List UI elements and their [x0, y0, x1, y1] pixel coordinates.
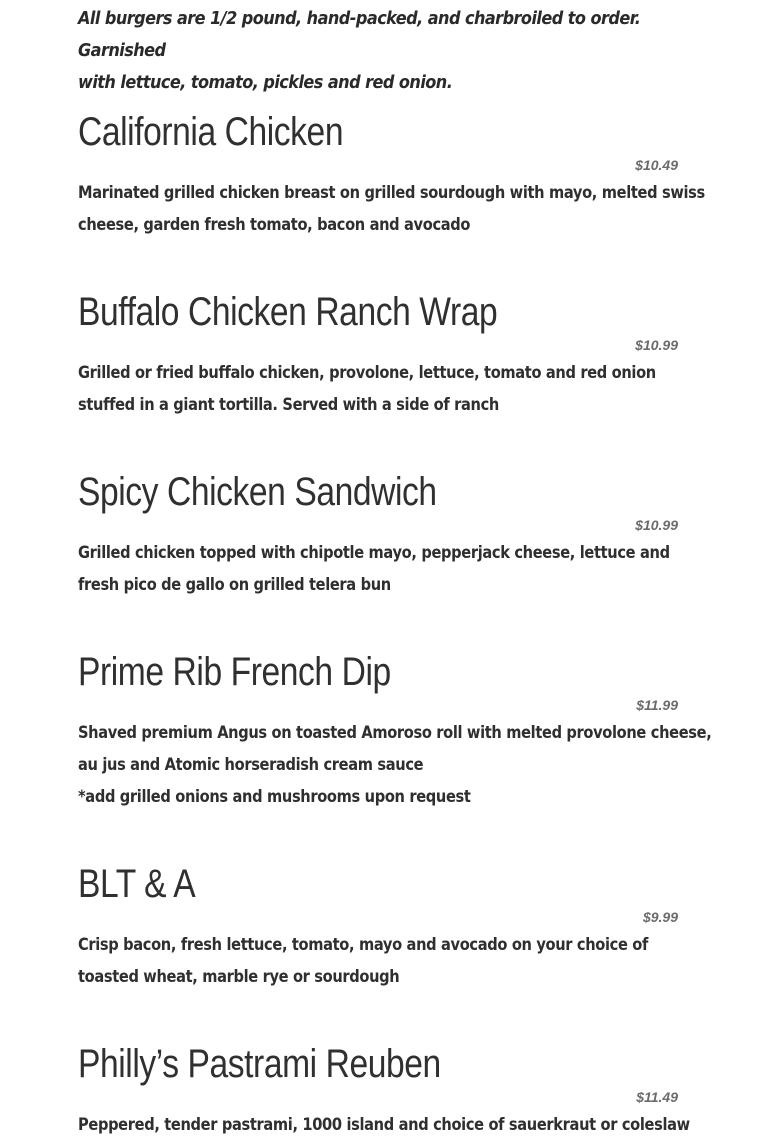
item-description-line: Crisp bacon, fresh lettuce, tomato, mayo and avocado on your choice of — [78, 935, 649, 955]
menu-intro-line: All burgers are 1/2 pound, hand-packed, and charbroiled to order. Garnished — [78, 9, 641, 61]
item-price: $10.99 — [635, 337, 678, 353]
item-name: California Chicken — [78, 110, 344, 154]
item-price: $11.49 — [636, 1089, 678, 1105]
item-price: $11.99 — [636, 697, 678, 713]
item-name: Philly’s Pastrami Reuben — [78, 1042, 441, 1086]
item-price: $10.49 — [635, 157, 678, 173]
item-price: $9.99 — [642, 909, 678, 925]
item-description-line: fresh pico de gallo on grilled telera bun — [78, 575, 391, 595]
item-description — [78, 357, 697, 421]
item-description — [78, 537, 697, 601]
item-description — [78, 929, 697, 993]
menu-intro — [78, 3, 648, 99]
item-name: Buffalo Chicken Ranch Wrap — [78, 290, 498, 334]
item-description-line: Peppered, tender pastrami, 1000 island and choice of sauerkraut or coleslaw — [78, 1115, 690, 1135]
item-description-line: Grilled chicken topped with chipotle mayo, pepperjack cheese, lettuce and — [78, 543, 670, 563]
menu-intro-line: with lettuce, tomato, pickles and red onion. — [78, 73, 453, 93]
item-description-line: Grilled or fried buffalo chicken, provolone, lettuce, tomato and red onion — [78, 363, 656, 383]
item-price: $10.99 — [635, 517, 678, 533]
item-description-note: *add grilled onions and mushrooms upon request — [78, 787, 471, 807]
item-description-line: Marinated grilled chicken breast on grilled sourdough with mayo, melted swiss — [78, 183, 705, 203]
item-description-line: au jus and Atomic horseradish cream sauce — [78, 755, 424, 775]
item-name: Spicy Chicken Sandwich — [78, 470, 437, 514]
item-description-line: toasted wheat, marble rye or sourdough — [78, 967, 400, 987]
item-description — [78, 1109, 697, 1141]
item-description-line: Shaved premium Angus on toasted Amoroso roll with melted provolone cheese, — [78, 723, 712, 743]
item-description-line: cheese, garden fresh tomato, bacon and avocado — [78, 215, 471, 235]
item-name: Prime Rib French Dip — [78, 650, 391, 694]
item-description-line: stuffed in a giant tortilla. Served with a side of ranch — [78, 395, 499, 415]
item-description — [78, 177, 705, 241]
item-name: BLT & A — [78, 862, 196, 906]
item-description — [78, 717, 712, 813]
